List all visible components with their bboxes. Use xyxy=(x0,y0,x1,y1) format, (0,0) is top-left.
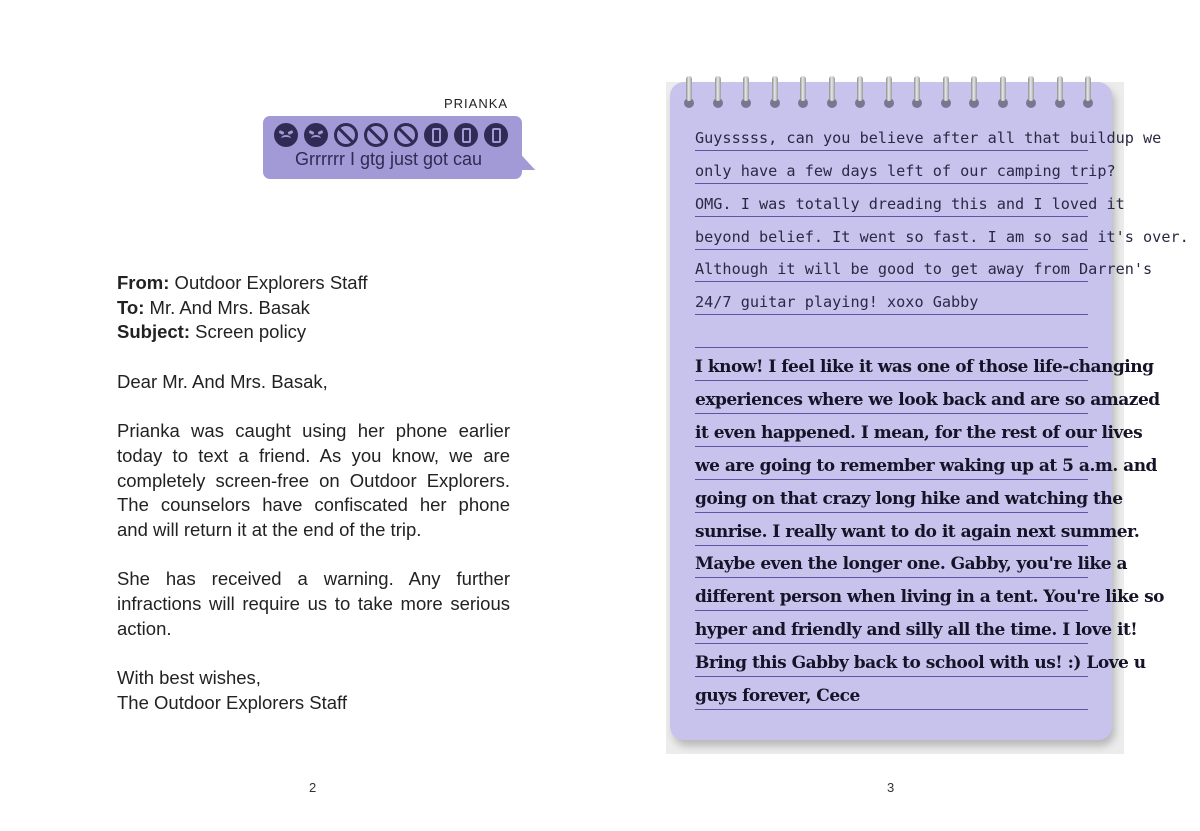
message-text: Grrrrrr I gtg just got cau xyxy=(295,149,483,169)
no-entry-icon xyxy=(394,123,418,147)
spiral-ring-icon xyxy=(770,76,780,108)
cece-note-line: Maybe even the longer one. Gabby, you're like a xyxy=(695,554,1127,575)
subject-value: Screen policy xyxy=(189,321,307,343)
cece-note-line: guys forever, Cece xyxy=(695,686,860,707)
note-line xyxy=(695,217,1189,250)
note-line xyxy=(695,578,1165,611)
from-label: From: xyxy=(117,272,170,293)
cece-note-line: hyper and friendly and silly all the time. I love it! xyxy=(695,620,1138,641)
email-memo xyxy=(117,271,510,716)
spiral-ring-icon xyxy=(1083,76,1093,108)
blank-note-line xyxy=(695,315,1088,348)
to-label: To: xyxy=(117,296,145,318)
spiral-ring-icon xyxy=(912,76,922,108)
to-value: Mr. And Mrs. Basak xyxy=(144,296,310,318)
gabby-note-line: Guysssss, can you believe after all that buildup we xyxy=(695,128,1162,147)
note-line xyxy=(695,677,1088,710)
cece-note-line: different person when living in a tent. You're like so xyxy=(695,587,1165,608)
from-value: Outdoor Explorers Staff xyxy=(169,272,368,293)
cece-note-line: experiences where we look back and are so amazed xyxy=(695,390,1160,411)
cece-note-line: it even happened. I mean, for the rest of our lives xyxy=(695,422,1143,443)
spiral-ring-icon xyxy=(713,76,723,108)
note-line xyxy=(695,480,1123,513)
cece-note-line: Bring this Gabby back to school with us! :) Love u xyxy=(695,653,1146,674)
message-bubble xyxy=(263,116,522,179)
note-line xyxy=(695,348,1154,381)
note-line xyxy=(695,184,1125,217)
spiral-ring-icon xyxy=(684,76,694,108)
subject-label: Subject: xyxy=(117,321,190,343)
gabby-note-line: only have a few days left of our camping trip? xyxy=(695,161,1116,180)
spiral-ring-icon xyxy=(1026,76,1036,108)
cece-note-line: going on that crazy long hike and watching the xyxy=(695,488,1123,509)
spiral-ring-icon xyxy=(998,76,1008,108)
note-line xyxy=(695,151,1116,184)
cece-note-line: I know! I feel like it was one of those life-changing xyxy=(695,357,1154,378)
email-paragraph-1: Prianka was caught using her phone earlier today to text a friend. As you know, we are completely screen-free on Outdoor Explorers. The counselors have confiscated her phone and will return it at the end of the trip. xyxy=(117,420,510,540)
email-to-line xyxy=(117,296,510,321)
emoji-row xyxy=(274,123,508,147)
email-closing: With best wishes, xyxy=(117,667,261,689)
spiral-ring-icon xyxy=(1055,76,1065,108)
angry-face-icon xyxy=(274,123,298,147)
page-number-right: 3 xyxy=(887,780,895,795)
gabby-note-line: Although it will be good to get away from Darren's xyxy=(695,260,1153,279)
notebook-lines xyxy=(695,118,1189,710)
note-line xyxy=(695,447,1157,480)
no-entry-icon xyxy=(364,123,388,147)
spiral-binding xyxy=(684,76,1104,110)
message-sender-name: PRIANKA xyxy=(444,96,509,111)
gabby-note-line: 24/7 guitar playing! xoxo Gabby xyxy=(695,293,979,312)
note-line xyxy=(695,282,1088,315)
gabby-note-line: OMG. I was totally dreading this and I loved it xyxy=(695,194,1125,213)
page-number-left: 2 xyxy=(309,780,317,795)
spiral-ring-icon xyxy=(941,76,951,108)
spiral-ring-icon xyxy=(827,76,837,108)
note-line xyxy=(695,250,1153,283)
note-line xyxy=(695,414,1143,447)
cece-note-line: sunrise. I really want to do it again next summer. xyxy=(695,521,1140,542)
spiral-ring-icon xyxy=(884,76,894,108)
note-line xyxy=(695,513,1140,546)
note-line xyxy=(695,546,1127,579)
note-line xyxy=(695,381,1160,414)
spiral-ring-icon xyxy=(741,76,751,108)
phone-icon xyxy=(424,123,448,147)
cece-note-line: we are going to remember waking up at 5 a.m. and xyxy=(695,455,1157,476)
note-line xyxy=(695,644,1146,677)
phone-icon xyxy=(484,123,508,147)
no-entry-icon xyxy=(334,123,358,147)
gabby-note-line: beyond belief. It went so fast. I am so sad it's over. xyxy=(695,227,1189,246)
email-subject-line xyxy=(117,320,510,345)
angry-face-icon xyxy=(304,123,328,147)
note-line xyxy=(695,611,1138,644)
email-greeting: Dear Mr. And Mrs. Basak, xyxy=(117,370,328,392)
phone-icon xyxy=(454,123,478,147)
spiral-ring-icon xyxy=(855,76,865,108)
email-paragraph-2: She has received a warning. Any further infractions will require us to take more serious action. xyxy=(117,568,510,639)
spiral-ring-icon xyxy=(969,76,979,108)
email-signature: The Outdoor Explorers Staff xyxy=(117,691,347,713)
spiral-ring-icon xyxy=(798,76,808,108)
email-from-line xyxy=(117,271,510,296)
note-line xyxy=(695,118,1162,151)
